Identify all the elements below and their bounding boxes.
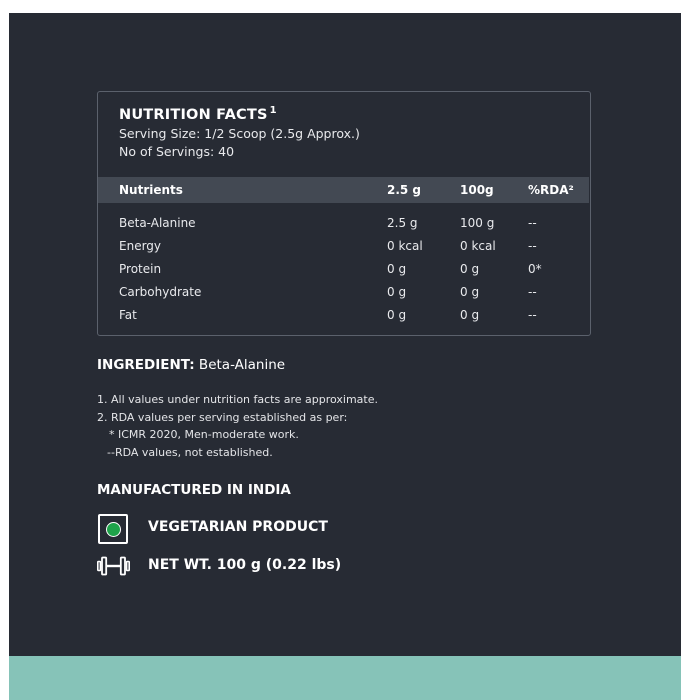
footnote-2: 2. RDA values per serving established as per: — [97, 410, 348, 424]
ingredient-value: Beta-Alanine — [194, 357, 286, 373]
nutrient-name: Protein — [119, 262, 162, 276]
rda-value: -- — [528, 285, 537, 299]
footnote-rda-not-established: --RDA values, not established. — [107, 445, 273, 459]
nutrition-facts-card — [97, 91, 591, 336]
ingredient-label: INGREDIENT: — [97, 357, 195, 373]
nutrition-title: NUTRITION FACTS $^1$ — [119, 105, 277, 123]
table-header — [98, 177, 589, 203]
manufactured-in: MANUFACTURED IN INDIA — [97, 482, 291, 498]
servings-count: No of Servings: 40 — [119, 143, 235, 159]
per-serving-value: 0 g — [387, 262, 407, 276]
veg-mark-icon — [98, 514, 128, 544]
header-nutrients: Nutrients — [119, 183, 183, 197]
footnote-1: 1. All values under nutrition facts are approximate. — [97, 393, 378, 406]
per-100g-value: 100 g — [460, 216, 495, 230]
net-weight: NET WT. 100 g (0.22 lbs) — [148, 557, 342, 573]
veg-dot — [106, 522, 121, 537]
nutrient-name: Fat — [119, 308, 137, 322]
vegetarian-label: VEGETARIAN PRODUCT — [148, 519, 328, 535]
ingredient-line — [97, 357, 285, 373]
per-100g-value: 0 g — [460, 285, 480, 299]
per-serving-value: 0 kcal — [387, 239, 423, 253]
per-serving-value: 2.5 g — [387, 216, 418, 230]
dumbbell-icon — [97, 556, 130, 576]
header-per-serving: 2.5 g — [387, 183, 422, 197]
table-row — [98, 235, 589, 258]
serving-size: Serving Size: 1/2 Scoop (2.5g Approx.) — [119, 125, 360, 141]
rda-value: -- — [528, 308, 537, 322]
footnote-icmr: * ICMR 2020, Men-moderate work. — [109, 428, 299, 441]
rda-value: -- — [528, 239, 537, 253]
per-serving-value: 0 g — [387, 308, 407, 322]
nutrient-name: Carbohydrate — [119, 285, 202, 299]
table-row — [98, 304, 589, 327]
rda-value: -- — [528, 216, 537, 230]
per-100g-value: 0 g — [460, 308, 480, 322]
per-100g-value: 0 kcal — [460, 239, 496, 253]
rda-value: 0* — [528, 262, 542, 276]
nutrient-name: Energy — [119, 239, 162, 253]
nutrient-name: Beta-Alanine — [119, 216, 196, 230]
footnotes — [97, 393, 378, 463]
table-row — [98, 212, 589, 235]
title-footnote-mark: 1 — [269, 105, 277, 116]
table-row — [98, 258, 589, 281]
header-per-100g: 100g — [460, 183, 494, 197]
table-row — [98, 281, 589, 304]
nutrition-header — [119, 105, 360, 159]
per-100g-value: 0 g — [460, 262, 480, 276]
per-serving-value: 0 g — [387, 285, 407, 299]
header-rda: %RDA² — [528, 183, 574, 197]
accent-strip — [9, 656, 681, 700]
